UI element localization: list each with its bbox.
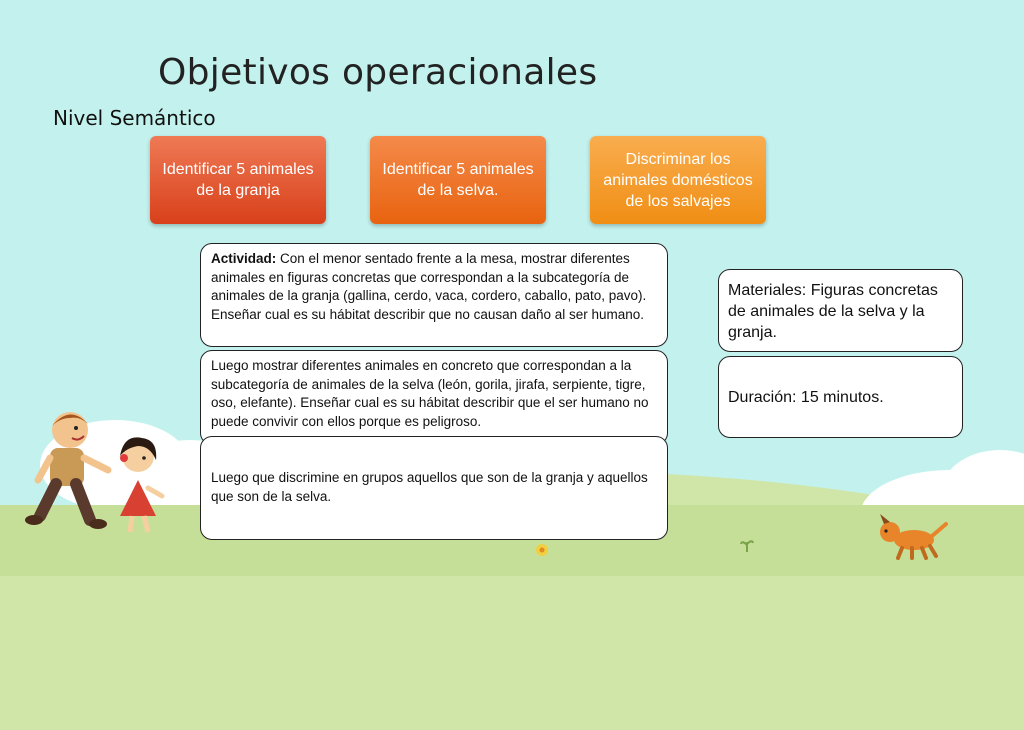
materials-text: Materiales: Figuras concretas de animales de la selva y la granja. xyxy=(728,282,938,341)
objective-label: Identificar 5 animales de la granja xyxy=(162,161,314,199)
page-title: Objetivos operacionales xyxy=(158,52,598,93)
dog-illustration xyxy=(872,512,952,560)
activity-step2-card xyxy=(200,350,668,445)
objective-farm-animals[interactable] xyxy=(150,136,326,224)
materials-card xyxy=(718,269,963,352)
flower-icon xyxy=(532,540,552,560)
activity-step3-text: Luego que discrimine en grupos aquellos que son de la granja y aquellos que son de la selva. xyxy=(211,470,648,504)
objective-label: Identificar 5 animales de la selva. xyxy=(382,161,534,199)
children-illustration xyxy=(20,408,180,538)
page-subtitle: Nivel Semántico xyxy=(53,106,216,130)
sprout-icon xyxy=(738,536,756,554)
activity-label: Actividad: xyxy=(211,251,277,266)
objective-jungle-animals[interactable] xyxy=(370,136,546,224)
duration-text: Duración: 15 minutos. xyxy=(728,389,884,406)
activity-step3-card xyxy=(200,436,668,540)
objective-discriminate-animals[interactable] xyxy=(590,136,766,224)
activity-text: Con el menor sentado frente a la mesa, mostrar diferentes animales en figuras concretas que correspondan a la subcategoría de animales de la granja (gallina, cerdo, vaca, cordero, caballo, pato, pavo). Enseñar cual es su hábitat describir que no causan daño al ser humano. xyxy=(211,251,647,322)
objective-label: Discriminar los animales domésticos de los salvajes xyxy=(603,150,753,210)
activity-card xyxy=(200,243,668,347)
activity-step2-text: Luego mostrar diferentes animales en concreto que correspondan a la subcategoría de animales de la selva (león, gorila, jirafa, serpiente, tigre, oso, elefante). Enseñar cual es su hábitat describir que el ser humano no puede convivir con ellos porque es peligroso. xyxy=(211,358,649,429)
duration-card xyxy=(718,356,963,438)
